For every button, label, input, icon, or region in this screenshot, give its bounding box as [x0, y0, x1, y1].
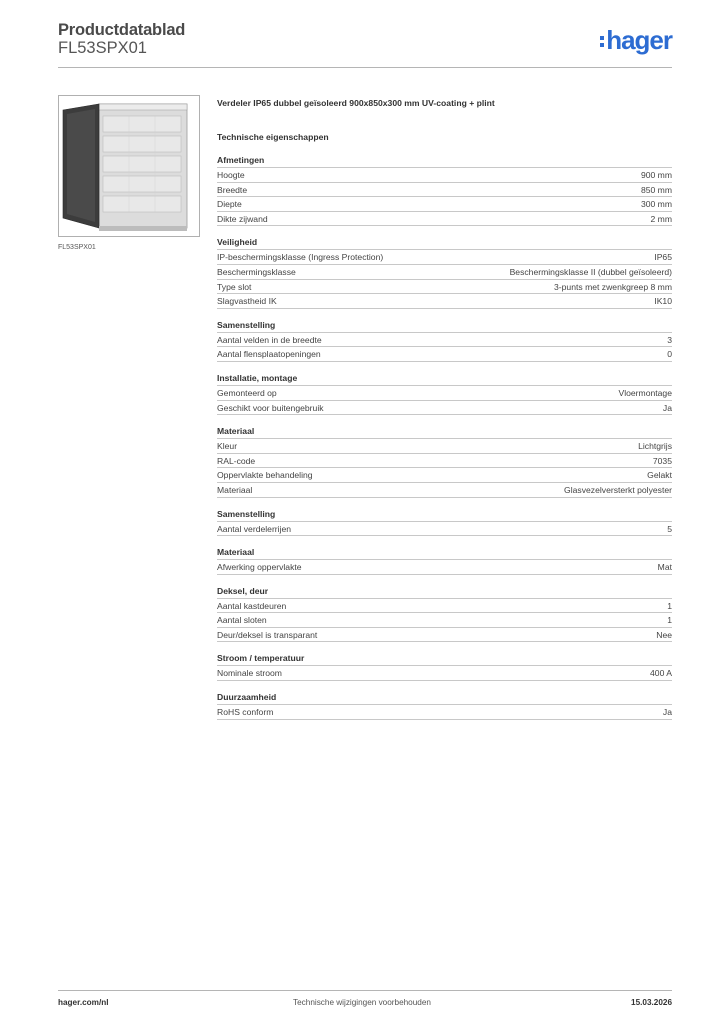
spec-value: Lichtgrijs — [638, 441, 672, 452]
footer-website: hager.com/nl — [58, 998, 109, 1007]
spec-label: Slagvastheid IK — [217, 296, 277, 307]
spec-row — [217, 613, 672, 628]
spec-label: Hoogte — [217, 170, 245, 180]
spec-label: Type slot — [217, 281, 252, 292]
spec-label: Oppervlakte behandeling — [217, 470, 313, 481]
section-heading: Samenstelling — [217, 319, 672, 333]
spec-row — [217, 439, 672, 454]
spec-value: 1 — [667, 615, 672, 626]
spec-content — [217, 96, 672, 720]
spec-label: Dikte zijwand — [217, 213, 268, 224]
section-heading: Installatie, montage — [217, 372, 672, 386]
spec-value: Ja — [662, 707, 672, 718]
spec-section — [217, 652, 672, 681]
spec-row — [217, 183, 672, 198]
spec-section — [217, 372, 672, 415]
spec-section — [217, 319, 672, 362]
spec-label: Gemonteerd op — [217, 387, 277, 398]
spec-value: 300 mm — [640, 199, 672, 210]
spec-section — [217, 691, 672, 720]
spec-section — [217, 154, 672, 226]
spec-label: Beschermingsklasse — [217, 266, 296, 277]
spec-label: Aantal velden in de breedte — [217, 334, 322, 345]
spec-row — [217, 197, 672, 212]
spec-value: 0 — [667, 349, 672, 360]
product-image — [58, 95, 200, 237]
spec-label: IP-beschermingsklasse (Ingress Protection) — [217, 252, 384, 263]
spec-section — [217, 425, 672, 497]
section-heading: Duurzaamheid — [217, 691, 672, 705]
spec-value: 3 — [667, 334, 672, 345]
spec-row — [217, 483, 672, 498]
spec-row — [217, 666, 672, 681]
header-divider — [58, 67, 672, 68]
spec-value: 5 — [667, 523, 672, 534]
spec-value: Ja — [662, 402, 672, 413]
spec-value: 400 A — [650, 668, 672, 679]
logo-dots-icon — [600, 36, 604, 47]
spec-value: 3-punts met zwenkgreep 8 mm — [554, 281, 672, 292]
spec-row — [217, 454, 672, 469]
spec-row — [217, 265, 672, 280]
spec-label: Aantal flensplaatopeningen — [217, 349, 321, 360]
spec-row — [217, 212, 672, 227]
spec-value: Nee — [656, 629, 672, 640]
section-heading: Deksel, deur — [217, 585, 672, 599]
spec-label: Aantal sloten — [217, 615, 267, 626]
spec-value: IK10 — [654, 296, 672, 307]
cabinet-illustration — [59, 96, 199, 236]
spec-row — [217, 333, 672, 348]
spec-section — [217, 585, 672, 643]
spec-label: Nominale stroom — [217, 668, 282, 679]
footer-divider — [58, 990, 672, 991]
spec-label: Materiaal — [217, 484, 253, 495]
page-title: Productdatablad — [58, 21, 186, 39]
spec-label: RoHS conform — [217, 707, 274, 718]
spec-label: RAL-code — [217, 455, 256, 466]
section-heading: Afmetingen — [217, 154, 672, 168]
spec-value: 1 — [667, 600, 672, 611]
spec-value: Gelakt — [647, 470, 672, 481]
spec-value: Glasvezelversterkt polyester — [564, 484, 672, 495]
product-description: Verdeler IP65 dubbel geïsoleerd 900x850x300 mm UV-coating + plint — [217, 98, 495, 108]
spec-value: Vloermontage — [618, 387, 672, 398]
spec-sections — [217, 154, 672, 720]
spec-section — [217, 236, 672, 308]
spec-label: Afwerking oppervlakte — [217, 562, 302, 573]
spec-value: Mat — [657, 562, 672, 573]
spec-row — [217, 560, 672, 575]
spec-value: IP65 — [654, 252, 672, 263]
spec-value: 900 mm — [640, 170, 672, 180]
spec-label: Diepte — [217, 199, 242, 210]
spec-row — [217, 468, 672, 483]
image-caption: FL53SPX01 — [58, 244, 96, 251]
spec-row — [217, 705, 672, 720]
footer-disclaimer: Technische wijzigingen voorbehouden — [293, 998, 431, 1007]
spec-row — [217, 280, 672, 295]
spec-row — [217, 386, 672, 401]
spec-value: 7035 — [652, 455, 672, 466]
hager-logo — [600, 27, 672, 53]
spec-label: Breedte — [217, 184, 248, 195]
section-heading: Stroom / temperatuur — [217, 652, 672, 666]
spec-section — [217, 508, 672, 537]
spec-label: Aantal verdelerrijen — [217, 523, 292, 534]
spec-row — [217, 294, 672, 309]
section-heading: Materiaal — [217, 425, 672, 439]
spec-row — [217, 401, 672, 416]
section-heading: Samenstelling — [217, 508, 672, 522]
spec-row — [217, 599, 672, 614]
footer-date: 15.03.2026 — [631, 998, 672, 1007]
spec-row — [217, 628, 672, 643]
spec-label: Aantal kastdeuren — [217, 600, 287, 611]
spec-label: Kleur — [217, 441, 238, 452]
spec-row — [217, 347, 672, 362]
tech-properties-heading: Technische eigenschappen — [217, 132, 329, 142]
spec-value: 850 mm — [640, 184, 672, 195]
product-code: FL53SPX01 — [58, 39, 147, 57]
spec-label: Deur/deksel is transparant — [217, 629, 318, 640]
spec-value: 2 mm — [650, 213, 672, 224]
section-heading: Veiligheid — [217, 236, 672, 250]
spec-section — [217, 546, 672, 575]
spec-row — [217, 168, 672, 183]
spec-row — [217, 522, 672, 537]
spec-label: Geschikt voor buitengebruik — [217, 402, 324, 413]
section-heading: Materiaal — [217, 546, 672, 560]
logo-text: hager — [606, 25, 672, 55]
spec-value: Beschermingsklasse II (dubbel geïsoleerd) — [509, 266, 672, 277]
spec-row — [217, 250, 672, 265]
